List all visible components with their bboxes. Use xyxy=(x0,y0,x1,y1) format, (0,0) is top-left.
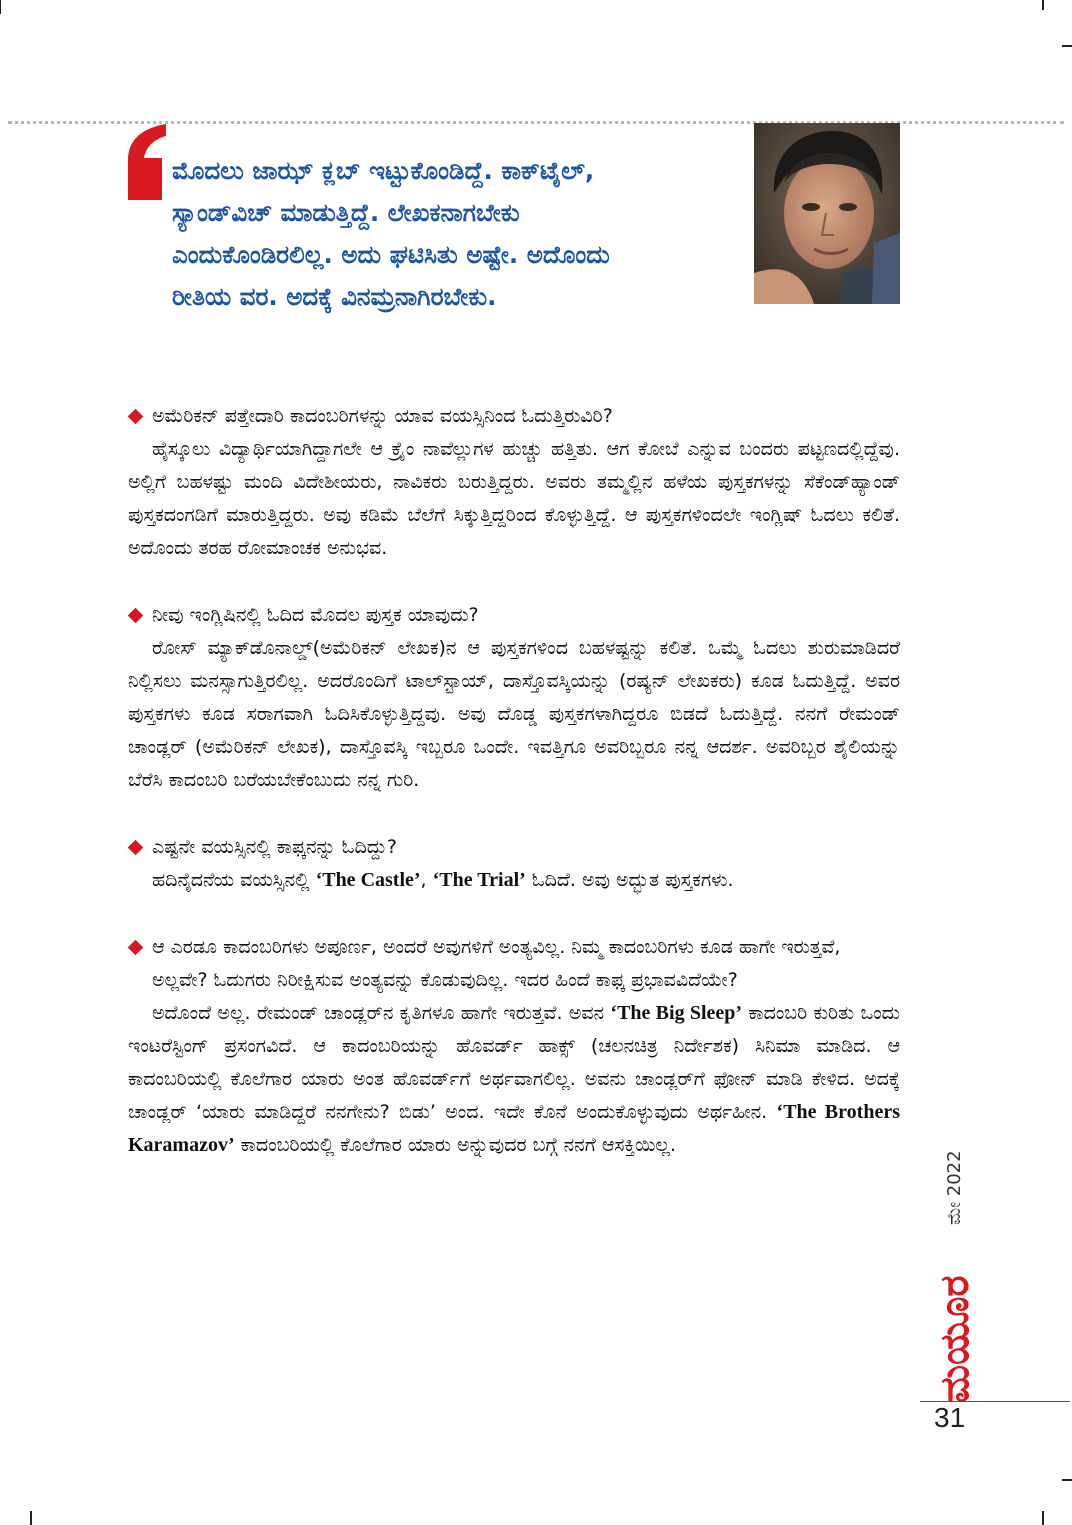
pull-quote-line: ಸ್ಯಾಂಡ್‌ವಿಚ್ ಮಾಡುತ್ತಿದ್ದೆ. ಲೇಖಕನಾಗಬೇಕು xyxy=(172,198,520,227)
question-text: ಅಮೆರಿಕನ್ ಪತ್ತೇದಾರಿ ಕಾದಂಬರಿಗಳನ್ನು ಯಾವ ವಯಸ್ಸಿನಿಂದ ಓದುತ್ತಿರುವಿರಿ? xyxy=(152,405,613,427)
question-text: ನೀವು ಇಂಗ್ಲಿಷಿನಲ್ಲಿ ಓದಿದ ಮೊದಲ ಪುಸ್ತಕ ಯಾವುದು? xyxy=(152,604,479,626)
question-text: ಎಷ್ಟನೇ ವಯಸ್ಸಿನಲ್ಲಿ ಕಾಫ್ಕನನ್ನು ಓದಿದ್ದು? xyxy=(152,836,397,858)
crop-mark-top-right xyxy=(1042,0,1044,10)
author-portrait xyxy=(754,123,900,304)
diamond-bullet-icon xyxy=(128,409,144,425)
issue-date-text: ಮೇ 2022 xyxy=(944,1150,965,1225)
interview-article xyxy=(128,400,900,1196)
answer-text: ಕಾದಂಬರಿ ಕುರಿತು ಒಂದು ಇಂಟರೆಸ್ಟಿಂಗ್ ಪ್ರಸಂಗವಿದೆ. ಆ ಕಾದಂಬರಿಯನ್ನು ಹೊವರ್ಡ್ ಹಾಕ್ಸ್ (ಚಲನಚಿತ್ರ ನಿರ್ದೇಶಕ) ಸಿನಿಮಾ ಮಾಡಿದ. ಆ ಕಾದಂಬರಿಯಲ್ಲಿ ಕೊಲೆಗಾರ ಯಾರು ಅಂತ ಹೊವರ್ಡ್‌ಗೆ ಅರ್ಥವಾಗಲಿಲ್ಲ. ಅವನು ಚಾಂಡ್ಲರ್‌ಗೆ ಫೋನ್ ಮಾಡಿ ಕೇಳಿದ. ಅದಕ್ಕೆ ಚಾಂಡ್ಲರ್ ‘ಯಾರು ಮಾಡಿದ್ದರೆ ನನಗೇನು? ಬಿಡು’ ಅಂದ. ಇದೇ ಕೊನೆ ಅಂದುಕೊಳ್ಳುವುದು ಅರ್ಥಹೀನ. xyxy=(128,1002,900,1123)
magazine-brand xyxy=(928,1245,978,1405)
question xyxy=(128,831,900,864)
qa-block xyxy=(128,831,900,897)
answer-text: ಓದಿದೆ. ಅವು ಅದ್ಭುತ ಪುಸ್ತಕಗಳು. xyxy=(525,869,734,891)
answer xyxy=(128,864,900,897)
pull-quote xyxy=(172,150,752,318)
crop-mark-right-lower xyxy=(1062,1479,1072,1481)
book-title: ‘The Trial’ xyxy=(432,869,526,891)
answer-text: ಕಾದಂಬರಿಯಲ್ಲಿ ಕೊಲೆಗಾರ ಯಾರು ಅನ್ನುವುದರ ಬಗ್ಗೆ ನನಗೆ ಆಸಕ್ತಿಯಿಲ್ಲ. xyxy=(234,1134,676,1156)
book-title: ‘The Big Sleep’ xyxy=(610,1002,743,1024)
magazine-brand-text: ಮಯೂರ xyxy=(932,1275,978,1403)
pull-quote-line: ಮೊದಲು ಜಾಝ್ ಕ್ಲಬ್ ಇಟ್ಟುಕೊಂಡಿದ್ದೆ. ಕಾಕ್‌ಟೈಲ್, xyxy=(172,156,595,185)
answer-text: , xyxy=(420,869,433,891)
question xyxy=(128,599,900,632)
book-title: ‘The Brothers Karamazov’ xyxy=(128,1101,900,1156)
crop-mark-top-left xyxy=(0,0,1,14)
diamond-bullet-icon xyxy=(128,940,144,956)
answer xyxy=(128,997,900,1162)
answer: ರೋಸ್ ಮ್ಯಾಕ್‌ಡೊನಾಲ್ಡ್(ಅಮೆರಿಕನ್ ಲೇಖಕ)ನ ಆ ಪುಸ್ತಕಗಳಿಂದ ಬಹಳಷ್ಟನ್ನು ಕಲಿತೆ. ಒಮ್ಮೆ ಓದಲು ಶುರುಮಾಡಿದರೆ ನಿಲ್ಲಿಸಲು ಮನಸ್ಸಾಗುತ್ತಿರಲಿಲ್ಲ. ಅದರೊಂದಿಗೆ ಟಾಲ್‌ಸ್ಟಾಯ್, ದಾಸ್ತೊವಸ್ಕಿಯನ್ನು (ರಷ್ಯನ್ ಲೇಖಕರು) ಕೂಡ ಓದುತ್ತಿದ್ದೆ. ಅವರ ಪುಸ್ತಕಗಳು ಕೂಡ ಸರಾಗವಾಗಿ ಓದಿಸಿಕೊಳ್ಳುತ್ತಿದ್ದವು. ಅವು ದೊಡ್ಡ ಪುಸ್ತಕಗಳಾಗಿದ್ದರೂ ಬಿಡದೆ ಓದುತ್ತಿದ್ದೆ. ನನಗೆ ರೇಮಂಡ್ ಚಾಂಡ್ಲರ್ (ಅಮೆರಿಕನ್ ಲೇಖಕ), ದಾಸ್ತೊವಸ್ಕಿ ಇಬ್ಬರೂ ಒಂದೇ. ಇವತ್ತಿಗೂ ಅವರಿಬ್ಬರೂ ನನ್ನ ಆದರ್ಶ. ಅವರಿಬ್ಬರ ಶೈಲಿಯನ್ನು ಬೆರೆಸಿ ಕಾದಂಬರಿ ಬರೆಯಬೇಕೆಂಬುದು ನನ್ನ ಗುರಿ. xyxy=(128,637,900,791)
diamond-bullet-icon xyxy=(128,608,144,624)
qa-block xyxy=(128,931,900,1162)
answer-text: ಅದೊಂದೆ ಅಲ್ಲ. ರೇಮಂಡ್ ಚಾಂಡ್ಲರ್‌ನ ಕೃತಿಗಳೂ ಹಾಗೇ ಇರುತ್ತವೆ. ಅವನ xyxy=(152,1002,611,1024)
qa-block xyxy=(128,599,900,797)
question xyxy=(128,400,900,433)
pull-quote-line: ರೀತಿಯ ವರ. ಅದಕ್ಕೆ ವಿನಮ್ರನಾಗಿರಬೇಕು. xyxy=(172,282,497,311)
book-title: ‘The Castle’ xyxy=(315,869,421,891)
quote-mark-icon xyxy=(122,122,168,202)
crop-mark-bottom-right xyxy=(1042,1511,1044,1525)
crop-mark-bottom-left xyxy=(30,1511,32,1525)
pull-quote-line: ಎಂದುಕೊಂಡಿರಲಿಲ್ಲ. ಅದು ಘಟಿಸಿತು ಅಷ್ಟೇ. ಅದೊಂದು xyxy=(172,240,610,269)
crop-mark-right-upper xyxy=(1062,45,1072,47)
qa-block xyxy=(128,400,900,565)
answer-text: ಹದಿನೈದನೆಯ ವಯಸ್ಸಿನಲ್ಲಿ xyxy=(152,869,316,891)
question-text: ಆ ಎರಡೂ ಕಾದಂಬರಿಗಳು ಅಪೂರ್ಣ, ಅಂದರೆ ಅವುಗಳಿಗೆ ಅಂತ್ಯವಿಲ್ಲ. ನಿಮ್ಮ ಕಾದಂಬರಿಗಳು ಕೂಡ ಹಾಗೇ ಇರುತ್ತವೆ, ಅಲ್ಲವೇ? ಓದುಗರು ನಿರೀಕ್ಷಿಸುವ ಅಂತ್ಯವನ್ನು ಕೊಡುವುದಿಲ್ಲ. ಇದರ ಹಿಂದೆ ಕಾಫ್ಕ ಪ್ರಭಾವವಿದೆಯೇ? xyxy=(152,936,841,991)
diamond-bullet-icon xyxy=(128,840,144,856)
question xyxy=(128,931,900,997)
answer: ಹೈಸ್ಕೂಲು ವಿದ್ಯಾರ್ಥಿಯಾಗಿದ್ದಾಗಲೇ ಆ ಕ್ರೈಂ ನಾವೆಲ್ಲುಗಳ ಹುಚ್ಚು ಹತ್ತಿತು. ಆಗ ಕೋಬೆ ಎನ್ನುವ ಬಂದರು ಪಟ್ಟಣದಲ್ಲಿದ್ದೆವು. ಅಲ್ಲಿಗೆ ಬಹಳಷ್ಟು ಮಂದಿ ವಿದೇಶೀಯರು, ನಾವಿಕರು ಬರುತ್ತಿದ್ದರು. ಅವರು ತಮ್ಮಲ್ಲಿನ ಹಳೆಯ ಪುಸ್ತಕಗಳನ್ನು ಸೆಕೆಂಡ್‌ಹ್ಯಾಂಡ್ ಪುಸ್ತಕದಂಗಡಿಗೆ ಮಾರುತ್ತಿದ್ದರು. ಅವು ಕಡಿಮೆ ಬೆಲೆಗೆ ಸಿಕ್ಕುತ್ತಿದ್ದರಿಂದ ಕೊಳ್ಳುತ್ತಿದ್ದೆ. ಆ ಪುಸ್ತಕಗಳಿಂದಲೇ ಇಂಗ್ಲಿಷ್ ಓದಲು ಕಲಿತೆ. ಅದೊಂದು ತರಹ ರೋಮಾಂಚಕ ಅನುಭವ. xyxy=(128,438,900,559)
issue-date xyxy=(928,1120,978,1230)
page-number: 31 xyxy=(934,1402,966,1433)
